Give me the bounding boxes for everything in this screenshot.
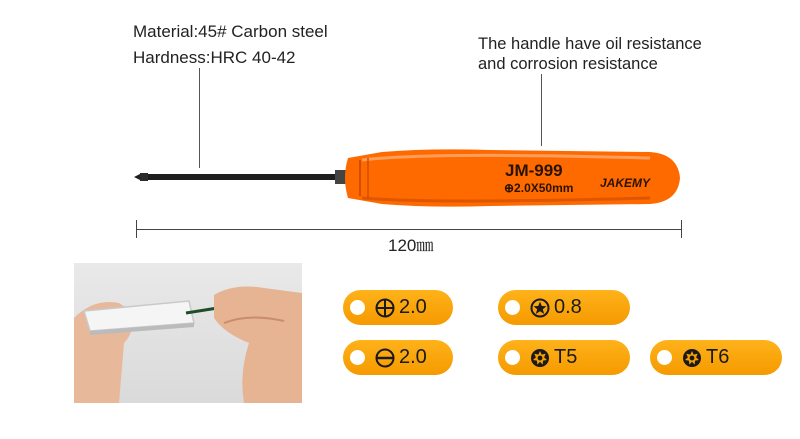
size-label: ⊕2.0X50mm <box>504 181 574 195</box>
model-label: JM-999 <box>505 161 563 180</box>
bit-label: 0.8 <box>554 296 582 318</box>
brand-label: JAKEMY <box>600 176 651 190</box>
bit-label: 2.0 <box>399 346 427 368</box>
handle-note-line2: and corrosion resistance <box>478 55 658 73</box>
usage-photo <box>74 263 302 403</box>
dimension-tick-left <box>136 220 137 238</box>
handle-leader-line <box>541 74 542 146</box>
dimension-line <box>136 229 682 230</box>
material-spec: Material:45# Carbon steel <box>133 22 328 41</box>
bit-option-torx-t6[interactable] <box>650 340 782 375</box>
phillips-icon <box>375 298 395 318</box>
bullet-dot <box>657 350 672 365</box>
bit-option-slotted-2-0[interactable] <box>343 340 453 375</box>
dimension-tick-right <box>681 220 682 238</box>
bit-option-torx-t5[interactable] <box>498 340 630 375</box>
torx-security-icon <box>530 298 550 318</box>
bullet-dot <box>350 300 365 315</box>
hardness-spec: Hardness:HRC 40-42 <box>133 48 296 67</box>
bit-option-torx-security-0-8[interactable] <box>498 290 630 325</box>
handle-note <box>478 34 702 74</box>
handle-note-line1: The handle have oil resistance <box>478 35 702 53</box>
screwdriver-shaft <box>142 174 347 180</box>
right-hand <box>214 287 302 403</box>
torx-icon <box>530 348 550 368</box>
bullet-dot <box>505 350 520 365</box>
bit-label: T5 <box>554 346 578 368</box>
bit-label: T6 <box>706 346 730 368</box>
bullet-dot <box>350 350 365 365</box>
usage-photo-illustration <box>74 263 302 403</box>
bullet-dot <box>505 300 520 315</box>
torx-icon <box>682 348 702 368</box>
slotted-icon <box>375 348 395 368</box>
screwdriver-illustration <box>130 140 690 215</box>
bit-label: 2.0 <box>399 296 427 318</box>
bit-option-phillips-2-0[interactable] <box>343 290 453 325</box>
length-label: 120㎜ <box>388 236 434 255</box>
